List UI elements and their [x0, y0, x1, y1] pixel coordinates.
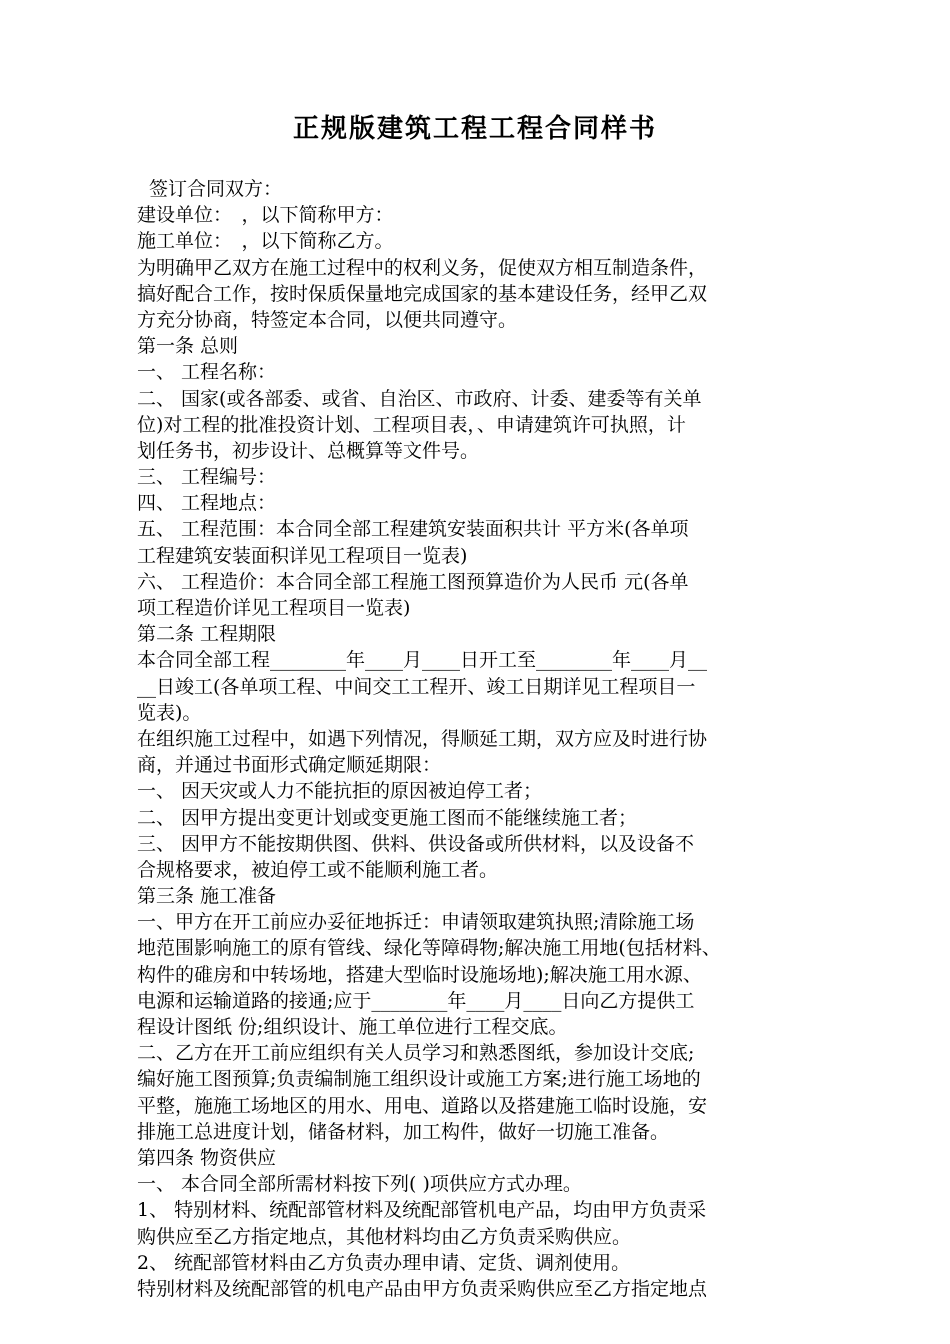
document-line: 方充分协商，特签定本合同，以便共同遵守。 — [137, 308, 518, 331]
document-line: 搞好配合工作，按时保质保量地完成国家的基本建设任务，经甲乙双 — [137, 282, 708, 305]
document-line: 第四条 物资供应 — [137, 1146, 277, 1169]
document-line: 编好施工图预算;负责编制施工组织设计或施工方案;进行施工场地的 — [137, 1068, 701, 1091]
document-line: 二、 国家(或各部委、或省、自治区、市政府、计委、建委等有关单 — [137, 387, 702, 410]
document-line: 览表)。 — [137, 701, 202, 724]
document-line: 特别材料及统配部管的机电产品由甲方负责采购供应至乙方指定地点 — [137, 1277, 708, 1300]
document-line: 工程建筑安装面积详见工程项目一览表) — [137, 544, 468, 567]
document-line: 第一条 总则 — [137, 335, 239, 358]
document-line: 五、 工程范围：本合同全部工程建筑安装面积共计 平方米(各单项 — [137, 518, 689, 541]
document-line: 地范围影响施工的原有管线、绿化等障碍物;解决施工用地(包括材料、 — [137, 937, 721, 960]
document-body — [137, 176, 827, 1302]
document-line: 购供应至乙方指定地点，其他材料均由乙方负责采购供应。 — [137, 1225, 632, 1248]
document-line: 1、 特别材料、统配部管材料及统配部管机电产品，均由甲方负责采 — [137, 1199, 707, 1222]
document-line: 位)对工程的批准投资计划、工程项目表，、申请建筑许可执照，计 — [137, 413, 686, 436]
document-line: 施工单位： ，以下简称乙方。 — [137, 230, 394, 253]
document-line: 第二条 工程期限 — [137, 623, 277, 646]
document-line: 第三条 施工准备 — [137, 885, 277, 908]
document-line: 三、 工程编号： — [137, 466, 277, 489]
document-line: 二、乙方在开工前应组织有关人员学习和熟悉图纸，参加设计交底; — [137, 1042, 695, 1065]
document-line: 一、 因天灾或人力不能抗拒的原因被迫停工者； — [137, 780, 543, 803]
document-line: 构件的碓房和中转场地，搭建大型临时设施场地);解决施工用水源、 — [137, 963, 702, 986]
document-line: 划任务书，初步设计、总概算等文件号。 — [137, 439, 480, 462]
document-line: 电源和运输道路的接通;应于________年____月____日向乙方提供工 — [137, 989, 695, 1012]
document-line: 签订合同双方： — [149, 178, 283, 200]
document-line: 2、 统配部管材料由乙方负责办理申请、定货、调剂使用。 — [137, 1251, 631, 1274]
document-line: 一、 本合同全部所需材料按下列( )项供应方式办理。 — [137, 1173, 582, 1196]
document-line: 一、甲方在开工前应办妥征地拆迁：申请领取建筑执照;清除施工场 — [137, 911, 695, 934]
document-line: 项工程造价详见工程项目一览表) — [137, 597, 411, 619]
document-line: 在组织施工过程中，如遇下列情况，得顺延工期，双方应及时进行协 — [137, 727, 708, 750]
document-line: 合规格要求，被迫停工或不能顺利施工者。 — [137, 858, 499, 881]
document-line: 六、 工程造价：本合同全部工程施工图预算造价为人民币 元(各单 — [137, 570, 689, 593]
document-line: 一、 工程名称： — [137, 361, 277, 384]
document-line: 程设计图纸 份;组织设计、施工单位进行工程交底。 — [137, 1016, 568, 1038]
document-line: 本合同全部工程________年____月____日开工至________年____月__ — [137, 649, 708, 672]
document-line: 建设单位： ，以下简称甲方： — [137, 204, 394, 227]
document-line: 平整，施施工场地区的用水、用电、道路以及搭建施工临时设施，安 — [137, 1094, 708, 1117]
document-line: 二、 因甲方提出变更计划或变更施工图而不能继续施工者； — [137, 806, 638, 829]
document-title: 正规版建筑工程工程合同样书 — [292, 114, 657, 144]
document-line: 四、 工程地点： — [137, 492, 277, 515]
document-line: __日竣工(各单项工程、中间交工工程开、竣工日期详见工程项目一 — [137, 675, 696, 698]
document-line: 排施工总进度计划，储备材料，加工构件，做好一切施工准备。 — [137, 1120, 670, 1143]
document-line: 三、 因甲方不能按期供图、供料、供设备或所供材料，以及设备不 — [137, 832, 695, 855]
document-line: 商，并通过书面形式确定顺延期限： — [137, 754, 442, 777]
document-line: 为明确甲乙双方在施工过程中的权利义务，促使双方相互制造条件， — [137, 256, 708, 279]
